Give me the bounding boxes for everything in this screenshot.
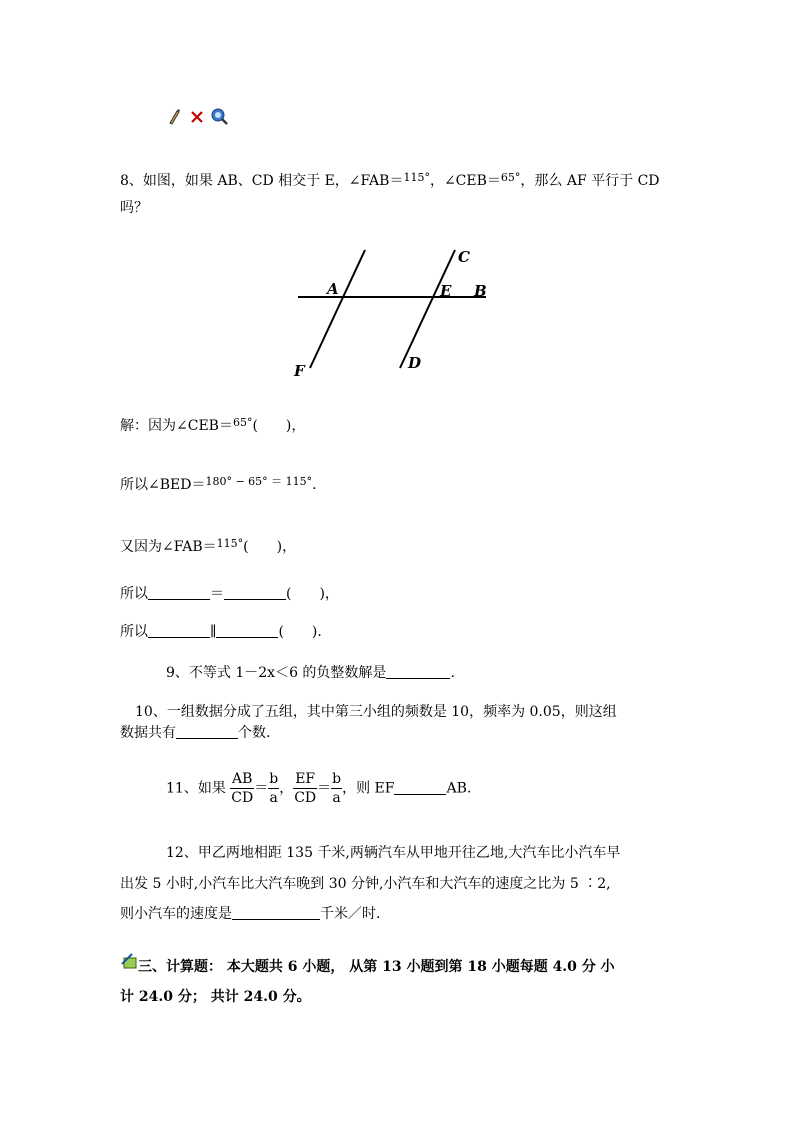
sol2-text: 所以∠BED＝ (120, 477, 206, 493)
q10-line1: 10、一组数据分成了五组，其中第三小组的频数是 10，频率为 0.05，则这组 (135, 704, 617, 720)
frac-num: EF (295, 771, 316, 787)
sol4-paren: ( )， (286, 586, 339, 602)
q12-text-a: 则小汽车的速度是 (120, 906, 232, 922)
sol1-paren: ( )， (252, 418, 306, 434)
fraction-ef-cd (293, 770, 317, 807)
q9-line (166, 663, 455, 683)
sol5-paren: ( ). (278, 624, 322, 640)
q11-suffix-b: AB. (446, 780, 472, 797)
sol1-value: 65° (232, 416, 253, 429)
fraction-ab-cd (230, 770, 254, 807)
blank-field[interactable] (216, 623, 278, 638)
q8-solution-1 (120, 413, 305, 436)
line-cd (400, 250, 455, 368)
sol2-value: 180° − 65° ＝ 115° (205, 475, 313, 488)
q11-eq: ＝ (254, 780, 269, 797)
q8-text-b: ，∠CEB＝ (429, 173, 501, 189)
q10-text-a: 数据共有 (120, 725, 176, 741)
sol3-value: 115° (216, 537, 244, 550)
section3-heading-line1: 三、计算题： 本大题共 6 小题， 从第 13 小题到第 18 小题每题 4.0 分 小 (138, 959, 615, 975)
section3-icon-wrap (120, 952, 138, 974)
fraction-b-a (331, 770, 342, 807)
q8-solution-4 (120, 584, 339, 604)
section3-heading-line2: 计 24.0 分； 共计 24.0 分。 (120, 989, 311, 1005)
line-af (310, 250, 365, 368)
q12-text-b: 千米／时. (320, 906, 381, 922)
label-c: C (458, 248, 470, 266)
frac-num: AB (232, 771, 253, 787)
pencil-icon[interactable] (170, 109, 180, 124)
cross-icon[interactable] (192, 112, 202, 122)
frac-num: b (269, 771, 279, 787)
toolbar-icons (166, 107, 232, 125)
blank-field[interactable] (232, 905, 320, 920)
q8-solution-2 (120, 472, 317, 495)
frac-den: a (332, 790, 341, 806)
sol3-text: 又因为∠FAB＝ (120, 539, 217, 555)
magnifier-icon[interactable] (212, 109, 227, 124)
q10-text-b: 个数. (238, 725, 271, 741)
label-d: D (408, 354, 422, 372)
q12-line3 (120, 904, 380, 924)
frac-den: a (269, 790, 278, 806)
q11-sep: ， (279, 780, 294, 797)
label-a: A (327, 280, 339, 298)
blank-field[interactable] (176, 724, 238, 739)
q11-suffix-a: ，则 EF (342, 780, 395, 797)
q8-fab-value: 115° (403, 171, 430, 184)
sol4-text: 所以 (120, 586, 148, 602)
sol4-eq: ＝ (210, 586, 224, 602)
sol5-text: 所以 (120, 624, 148, 640)
fraction-b-a (268, 770, 279, 807)
frac-num: b (332, 771, 342, 787)
sol2-end: . (312, 477, 317, 493)
toolbar-icon-strip (166, 107, 232, 125)
q8-figure (290, 240, 500, 389)
q8-ceb-value: 65° (500, 171, 521, 184)
blank-field[interactable] (148, 585, 210, 600)
blank-field[interactable] (148, 623, 210, 638)
q8-text-c: ，那么 AF 平行于 CD (520, 173, 660, 189)
q10-line2 (120, 723, 270, 743)
q8-solution-3 (120, 534, 296, 557)
sol3-paren: ( )， (243, 539, 297, 555)
q12-line2: 出发 5 小时,小汽车比大汽车晚到 30 分钟,小汽车和大汽车的速度之比为 5 ∶2, (120, 876, 611, 892)
sol1-text: 解：因为∠CEB＝ (120, 418, 233, 434)
label-e: E (440, 282, 452, 300)
q8-line2: 吗？ (120, 200, 148, 216)
q8-solution-5 (120, 622, 322, 642)
blank-field[interactable] (224, 585, 286, 600)
q12-line1: 12、甲乙两地相距 135 千米,两辆汽车从甲地开往乙地,大汽车比小汽车早 (166, 845, 621, 861)
label-b: B (474, 282, 487, 300)
blank-field[interactable] (394, 780, 446, 795)
q11-eq: ＝ (317, 780, 332, 797)
label-f: F (294, 362, 305, 380)
note-icon (120, 952, 138, 970)
q11-prefix: 11、如果 (166, 780, 226, 797)
frac-den: CD (231, 790, 254, 806)
q9-end: . (450, 665, 455, 681)
blank-field[interactable] (386, 664, 450, 679)
sol5-parallel: ∥ (210, 624, 217, 640)
frac-den: CD (294, 790, 317, 806)
q11-line (166, 770, 471, 807)
parallel-lines-diagram (290, 240, 500, 385)
q8-line1 (120, 168, 660, 191)
q8-text-a: 8、如图，如果 AB、CD 相交于 E，∠FAB＝ (120, 173, 404, 189)
q9-text: 9、不等式 1－2x＜6 的负整数解是 (166, 665, 387, 681)
